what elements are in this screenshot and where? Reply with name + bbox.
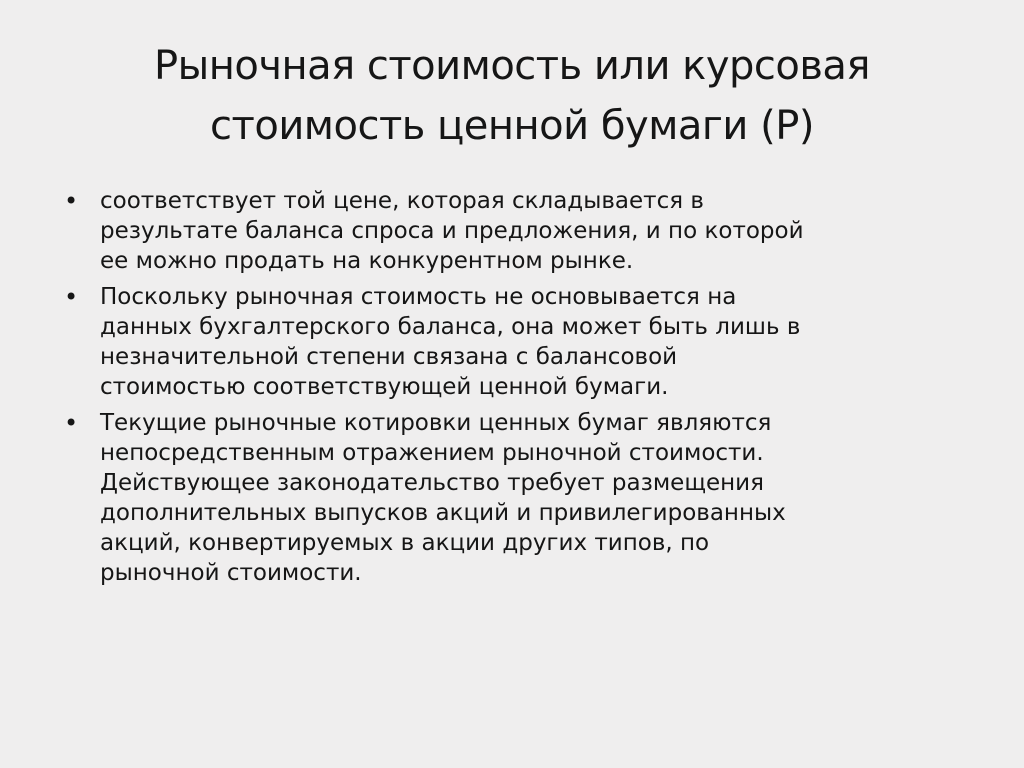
bullet-text-line: непосредственным отражением рыночной стоимости. — [100, 440, 764, 466]
bullet-text-line: Действующее законодательство требует размещения — [100, 470, 764, 496]
bullet-item — [60, 186, 980, 276]
title-line: Рыночная стоимость или курсовая — [153, 43, 870, 89]
bullet-text-line: Поскольку рыночная стоимость не основывается на — [100, 284, 737, 310]
bullet-text-line: рыночной стоимости. — [100, 560, 362, 586]
bullet-icon: • — [64, 283, 79, 311]
bullet-list — [60, 186, 980, 594]
slide-title — [60, 36, 964, 156]
title-line: стоимость ценной бумаги (Р) — [210, 103, 814, 149]
bullet-text-line: результате баланса спроса и предложения, и по которой — [100, 218, 804, 244]
bullet-text-line: акций, конвертируемых в акции других типов, по — [100, 530, 710, 556]
bullet-text-line: дополнительных выпусков акций и привилегированных — [100, 500, 786, 526]
bullet-text-line: данных бухгалтерского баланса, она может быть лишь в — [100, 314, 801, 340]
bullet-item — [60, 282, 980, 402]
bullet-text-line: стоимостью соответствующей ценной бумаги. — [100, 374, 669, 400]
bullet-item — [60, 408, 980, 588]
bullet-text-line: Текущие рыночные котировки ценных бумаг являются — [100, 410, 772, 436]
bullet-text-line: незначительной степени связана с балансовой — [100, 344, 678, 370]
bullet-text-line: соответствует той цене, которая складывается в — [100, 188, 704, 214]
bullet-icon: • — [64, 409, 79, 437]
bullet-text-line: ее можно продать на конкурентном рынке. — [100, 248, 634, 274]
bullet-icon: • — [64, 187, 79, 215]
